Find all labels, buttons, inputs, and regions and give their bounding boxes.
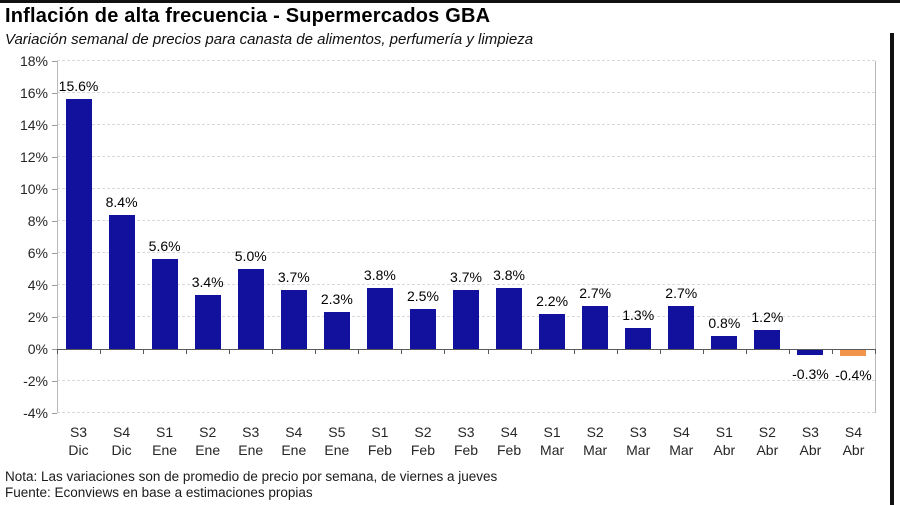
x-label-week: S1 xyxy=(371,424,389,440)
bar xyxy=(109,215,135,349)
y-axis-tick-label: 10% xyxy=(19,181,48,197)
x-label-month: Feb xyxy=(367,442,392,458)
x-label-week: S2 xyxy=(199,424,217,440)
x-label-week: S2 xyxy=(758,424,776,440)
x-axis-tick-mark xyxy=(186,349,187,354)
y-axis-tick-mark xyxy=(52,413,57,414)
bar-value-label: 2.3% xyxy=(320,291,353,308)
x-axis-tick-label xyxy=(497,423,521,459)
x-label-week: S2 xyxy=(586,424,604,440)
bar-value-label: 2.7% xyxy=(665,284,698,301)
x-label-week: S3 xyxy=(801,424,819,440)
x-axis-tick-label xyxy=(68,423,88,459)
x-axis-tick-label xyxy=(756,423,778,459)
x-label-month: Feb xyxy=(453,442,479,458)
x-label-week: S2 xyxy=(414,424,432,440)
x-axis-tick-label xyxy=(368,423,392,459)
bar-value-label: 2.5% xyxy=(406,288,439,304)
gridline xyxy=(57,124,875,125)
x-axis-tick-label xyxy=(111,423,131,459)
x-axis-tick-label xyxy=(583,423,607,459)
bar-value-label: 2.7% xyxy=(579,284,612,301)
bar-value-label: 3.7% xyxy=(277,268,310,285)
bar-value-label: 2.2% xyxy=(536,292,569,309)
x-label-week: S1 xyxy=(156,424,174,440)
x-axis-line xyxy=(57,349,876,350)
x-axis-tick-mark xyxy=(875,349,876,354)
bar xyxy=(582,306,608,349)
x-axis-tick-mark xyxy=(401,349,402,354)
x-axis-tick-label xyxy=(324,423,349,459)
x-label-week: S4 xyxy=(844,424,863,440)
bar xyxy=(496,288,522,349)
x-axis-tick-mark xyxy=(358,349,359,354)
x-label-week: S3 xyxy=(629,424,647,440)
x-axis-tick-label xyxy=(540,423,564,459)
x-label-month: Abr xyxy=(799,442,822,458)
source-line: Fuente: Econviews en base a estimaciones propias xyxy=(5,485,313,500)
y-axis-tick-label: -4% xyxy=(23,405,48,421)
y-axis-tick-label: 2% xyxy=(27,309,48,325)
x-axis-tick-mark xyxy=(703,349,704,354)
y-axis-tick-label: 6% xyxy=(27,245,48,261)
x-axis-tick-mark xyxy=(100,349,101,354)
gridline xyxy=(57,220,875,221)
x-label-month: Mar xyxy=(540,442,565,458)
bar-value-label: 3.4% xyxy=(191,273,224,290)
bar xyxy=(711,336,737,349)
bar-value-label: -0.3% xyxy=(792,365,829,382)
chart-title: Inflación de alta frecuencia - Supermercados GBA xyxy=(5,5,491,27)
bar-value-label: 1.2% xyxy=(751,308,784,325)
x-axis-tick-label xyxy=(713,423,735,459)
bar-value-label: 3.7% xyxy=(450,268,482,285)
x-label-week: S4 xyxy=(672,424,690,440)
bar xyxy=(539,314,565,349)
x-axis-tick-mark xyxy=(488,349,489,354)
x-axis-tick-mark xyxy=(617,349,618,354)
x-label-month: Mar xyxy=(669,442,694,458)
bar-value-label: 1.3% xyxy=(622,307,655,324)
x-label-week: S1 xyxy=(715,424,733,440)
x-axis-tick-mark xyxy=(789,349,790,354)
x-label-month: Ene xyxy=(324,442,350,458)
x-label-month: Ene xyxy=(195,442,221,458)
x-axis-tick-label xyxy=(238,423,263,459)
bar xyxy=(453,290,479,349)
gridline xyxy=(57,412,875,413)
bar xyxy=(625,328,651,349)
bar xyxy=(238,269,264,349)
x-axis-tick-mark xyxy=(832,349,833,354)
y-axis-tick-label: 12% xyxy=(19,149,48,165)
x-axis-tick-mark xyxy=(229,349,230,354)
bar-value-label: 5.6% xyxy=(148,238,181,255)
bar xyxy=(668,306,694,349)
bar xyxy=(367,288,393,349)
x-label-month: Mar xyxy=(583,442,608,458)
x-axis-tick-mark xyxy=(660,349,661,354)
x-axis-tick-label xyxy=(843,423,865,459)
bar-value-label: 0.8% xyxy=(708,315,741,332)
x-axis-tick-label xyxy=(411,423,435,459)
x-label-week: S3 xyxy=(69,424,88,440)
x-axis-tick-label xyxy=(800,423,822,459)
y-axis-tick-label: 0% xyxy=(27,341,48,357)
x-label-month: Feb xyxy=(496,442,522,458)
x-label-month: Ene xyxy=(152,442,178,458)
bar xyxy=(410,309,436,349)
gridline xyxy=(57,92,875,93)
x-label-month: Feb xyxy=(410,442,435,458)
x-axis-tick-mark xyxy=(143,349,144,354)
y-axis-tick-label: 4% xyxy=(27,277,48,293)
x-axis-tick-mark xyxy=(315,349,316,354)
bar xyxy=(152,259,178,349)
x-label-month: Abr xyxy=(756,442,779,458)
x-axis-tick-mark xyxy=(57,349,58,354)
x-label-week: S4 xyxy=(500,424,518,440)
x-label-month: Abr xyxy=(713,442,736,458)
bar-value-label: -0.4% xyxy=(835,367,872,384)
x-axis-tick-mark xyxy=(531,349,532,354)
y-axis-tick-label: 18% xyxy=(19,53,48,69)
plot-left-border xyxy=(57,61,58,413)
bar-value-label: 8.4% xyxy=(105,193,138,210)
x-axis-tick-label xyxy=(152,423,177,459)
bar-value-label: 3.8% xyxy=(493,267,526,284)
bar-value-label: 15.6% xyxy=(58,78,99,95)
x-axis-tick-label xyxy=(669,423,693,459)
bar xyxy=(754,330,780,349)
bar xyxy=(195,295,221,349)
bar xyxy=(797,350,823,355)
x-label-month: Ene xyxy=(281,442,307,458)
y-axis-tick-label: -2% xyxy=(23,373,48,389)
x-label-month: Abr xyxy=(842,442,865,458)
x-label-week: S1 xyxy=(543,424,561,440)
x-axis-tick-mark xyxy=(574,349,575,354)
x-label-week: S4 xyxy=(285,424,303,440)
gridline xyxy=(57,156,875,157)
x-axis-tick-label xyxy=(626,423,650,459)
y-axis-tick-label: 8% xyxy=(27,213,48,229)
x-label-week: S3 xyxy=(457,424,475,440)
bar xyxy=(324,312,350,349)
bar-value-label: 3.8% xyxy=(363,267,396,284)
x-axis-tick-label xyxy=(454,423,478,459)
gridline xyxy=(57,188,875,189)
y-axis-tick-label: 14% xyxy=(19,117,48,133)
x-axis-tick-label xyxy=(195,423,220,459)
x-label-week: S4 xyxy=(113,424,131,440)
y-axis-tick-label: 16% xyxy=(19,85,48,101)
bar xyxy=(840,350,866,356)
plot-right-border xyxy=(875,61,876,413)
x-axis-tick-mark xyxy=(272,349,273,354)
gridline xyxy=(57,380,875,381)
x-label-week: S5 xyxy=(328,424,346,440)
gridline xyxy=(57,60,875,61)
x-label-month: Ene xyxy=(238,442,264,458)
x-axis-tick-label xyxy=(281,423,306,459)
chart-footnotes xyxy=(5,469,497,501)
bar xyxy=(66,99,92,349)
x-label-month: Dic xyxy=(111,442,132,458)
x-label-month: Mar xyxy=(626,442,651,458)
x-axis-tick-mark xyxy=(746,349,747,354)
bar xyxy=(281,290,307,349)
note-line: Nota: Las variaciones son de promedio de precio por semana, de viernes a jueves xyxy=(5,469,498,484)
bar-value-label: 5.0% xyxy=(234,248,267,264)
chart-subtitle: Variación semanal de precios para canasta de alimentos, perfumería y limpieza xyxy=(5,31,534,48)
x-axis-tick-mark xyxy=(444,349,445,354)
x-label-week: S3 xyxy=(242,424,260,440)
x-label-month: Dic xyxy=(68,442,89,458)
